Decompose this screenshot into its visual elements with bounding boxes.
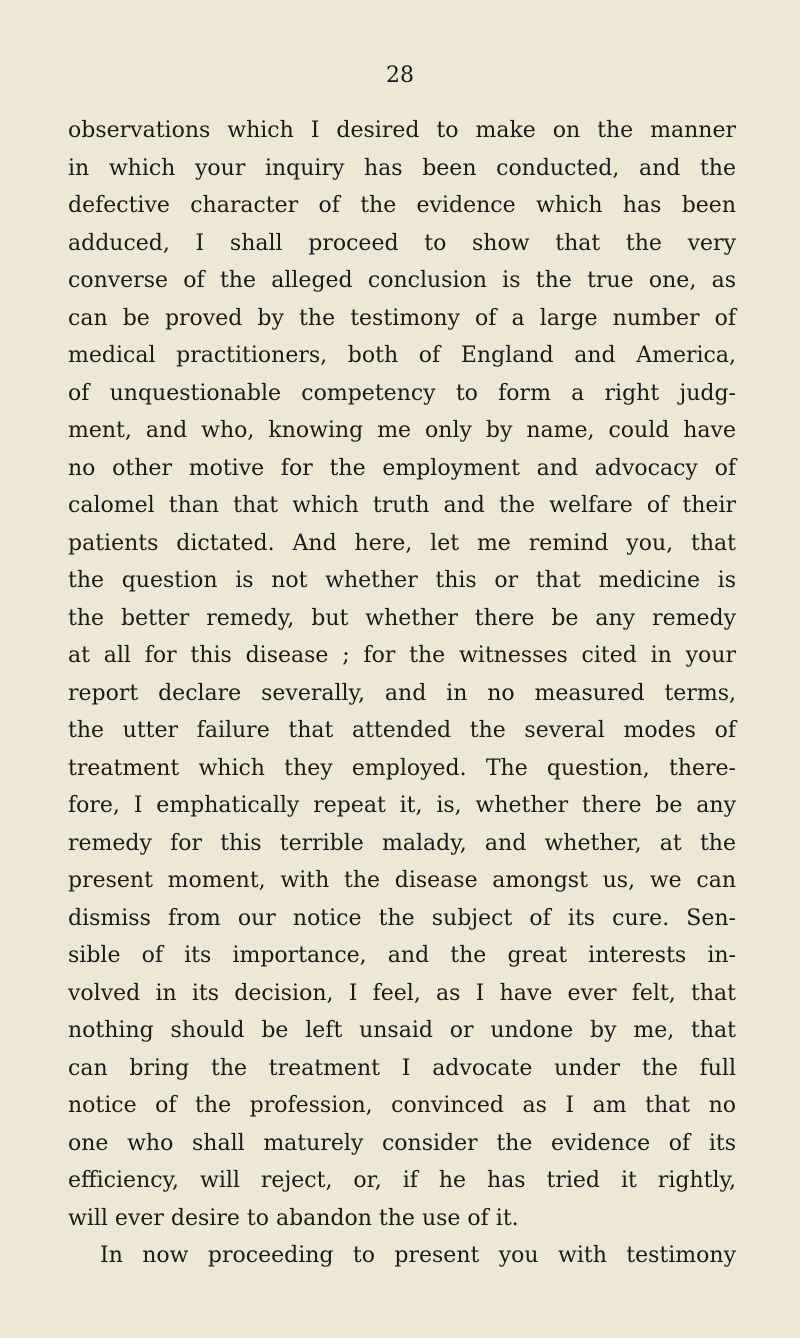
text-line: one who shall maturely consider the evidence of its [68, 1130, 736, 1156]
text-line: medical practitioners, both of England and America, [68, 343, 736, 368]
text-line: ment, and who, knowing me only by name, could have [68, 418, 736, 443]
text-line: defective character of the evidence which has been [68, 193, 736, 218]
text-line: fore, I emphatically repeat it, is, whether there be any [68, 793, 736, 818]
text-line: treatment which they employed. The question, there- [68, 755, 736, 781]
text-line-paragraph-start: In now proceeding to present you with testimony [100, 1243, 736, 1268]
text-line: efficiency, will reject, or, if he has tried it rightly, [68, 1168, 736, 1193]
text-line: can be proved by the testimony of a large number of [68, 305, 736, 331]
text-line-paragraph-end: will ever desire to abandon the use of it. [68, 1205, 519, 1231]
text-line: of unquestionable competency to form a right judg- [68, 380, 736, 406]
text-line: sible of its importance, and the great interests in- [68, 943, 736, 968]
text-line: remedy for this terrible malady, and whether, at the [68, 830, 736, 856]
text-line: report declare severally, and in no measured terms, [68, 680, 736, 706]
text-line: can bring the treatment I advocate under the full [68, 1055, 736, 1081]
text-line: notice of the profession, convinced as I am that no [68, 1093, 736, 1118]
text-line: patients dictated. And here, let me remind you, that [68, 530, 736, 556]
text-line: nothing should be left unsaid or undone by me, that [68, 1018, 736, 1043]
text-line: calomel than that which truth and the welfare of their [68, 493, 736, 518]
text-line: in which your inquiry has been conducted, and the [68, 155, 736, 181]
text-line: volved in its decision, I feel, as I have ever felt, that [68, 980, 736, 1006]
page-number: 28 [386, 63, 414, 88]
text-line: observations which I desired to make on the manner [68, 118, 736, 143]
text-line: no other motive for the employment and advocacy of [68, 455, 736, 481]
text-line: present moment, with the disease amongst us, we can [68, 868, 736, 893]
body-text [68, 112, 736, 1275]
text-line: the better remedy, but whether there be any remedy [68, 605, 736, 631]
text-line: dismiss from our notice the subject of its cure. Sen- [68, 905, 736, 931]
text-line: the utter failure that attended the several modes of [68, 718, 736, 743]
text-line: at all for this disease ; for the witnesses cited in your [68, 643, 736, 668]
text-line: converse of the alleged conclusion is the true one, as [68, 268, 736, 293]
text-line: the question is not whether this or that medicine is [68, 568, 736, 593]
text-line: adduced, I shall proceed to show that the very [68, 230, 736, 256]
